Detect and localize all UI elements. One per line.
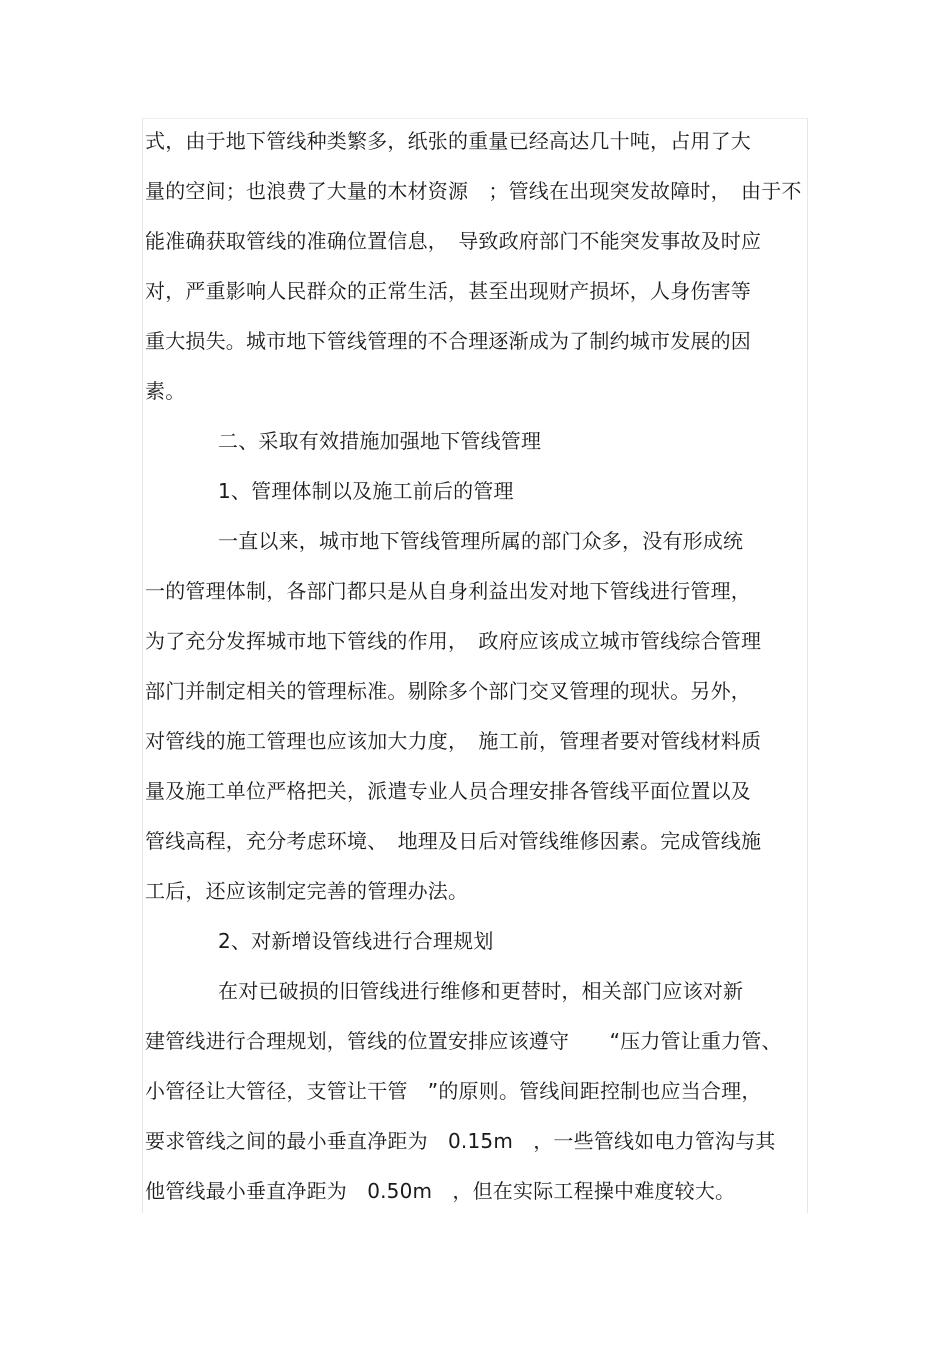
text-line: 部门并制定相关的管理标准。剔除多个部门交叉管理的现状。另外， [145, 679, 751, 703]
text-line: 他管线最小垂直净距为 0.50m ，但在实际工程操中难度较大。 [145, 1179, 736, 1203]
text-line: 一直以来，城市地下管线管理所属的部门众多，没有形成统 [218, 529, 744, 553]
text-line: 建管线进行合理规划，管线的位置安排应该遵守 “压力管让重力管、 [145, 1029, 782, 1053]
section-heading: 二、采取有效措施加强地下管线管理 [218, 429, 542, 453]
text-line: 工后，还应该制定完善的管理办法。 [145, 879, 469, 903]
subsection-heading: 1、管理体制以及施工前后的管理 [218, 479, 514, 503]
text-line: 为了充分发挥城市地下管线的作用， 政府应该成立城市管线综合管理 [145, 629, 762, 653]
text-line: 一的管理体制，各部门都只是从自身利益出发对地下管线进行管理， [145, 579, 751, 603]
text-line: 小管径让大管径，支管让干管 ”的原则。管线间距控制也应当合理， [145, 1079, 762, 1103]
text-line: 对，严重影响人民群众的正常生活，甚至出现财产损坏，人身伤害等 [145, 279, 751, 303]
text-line: 对管线的施工管理也应该加大力度， 施工前，管理者要对管线材料质 [145, 729, 762, 753]
text-line: 素。 [145, 379, 186, 403]
text-line: 量的空间；也浪费了大量的木材资源 ；管线在出现突发故障时， 由于不 [145, 179, 802, 203]
text-line: 式，由于地下管线种类繁多，纸张的重量已经高达几十吨，占用了大 [145, 129, 751, 153]
text-line: 重大损失。城市地下管线管理的不合理逐渐成为了制约城市发展的因 [145, 329, 751, 353]
text-line: 要求管线之间的最小垂直净距为 0.15m ，一些管线如电力管沟与其 [145, 1129, 776, 1153]
text-line: 能准确获取管线的准确位置信息， 导致政府部门不能突发事故及时应 [145, 229, 762, 253]
subsection-heading: 2、对新增设管线进行合理规划 [218, 929, 494, 953]
text-line: 量及施工单位严格把关，派遣专业人员合理安排各管线平面位置以及 [145, 779, 751, 803]
text-line: 在对已破损的旧管线进行维修和更替时，相关部门应该对新 [218, 979, 744, 1003]
text-line: 管线高程，充分考虑环境、 地理及日后对管线维修因素。完成管线施 [145, 829, 762, 853]
